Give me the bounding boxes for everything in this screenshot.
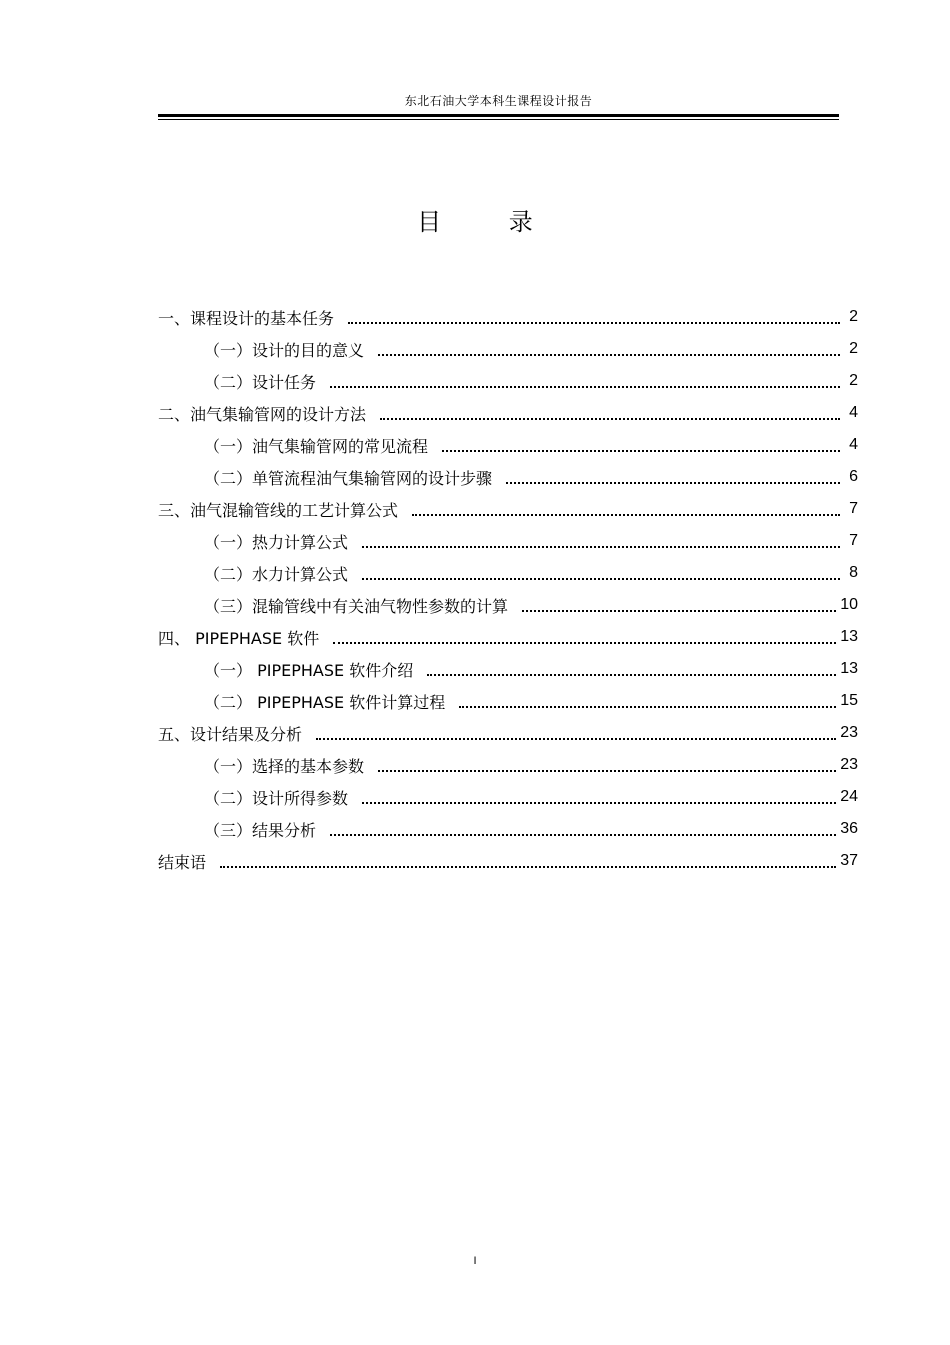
toc-entry[interactable] bbox=[158, 845, 858, 877]
toc-entry-text: （三）结果分析 bbox=[204, 820, 317, 840]
toc-title: 目 录 bbox=[417, 208, 563, 236]
toc-entry-text: （二）设计所得参数 bbox=[204, 788, 349, 808]
toc-entry-page: 23 bbox=[840, 756, 858, 773]
toc-entry[interactable] bbox=[158, 461, 858, 493]
toc-entry-page: 4 bbox=[849, 436, 858, 453]
toc-entry[interactable] bbox=[158, 525, 858, 557]
toc-dot-leader bbox=[362, 801, 836, 804]
toc-entry[interactable] bbox=[158, 781, 858, 813]
toc-dot-leader bbox=[380, 417, 840, 420]
toc-entry[interactable] bbox=[158, 493, 858, 525]
toc-entry-text: （一）选择的基本参数 bbox=[204, 756, 365, 776]
toc-entry[interactable] bbox=[158, 653, 858, 685]
toc-entry-page: 24 bbox=[840, 788, 858, 805]
toc-dot-leader bbox=[220, 865, 836, 868]
toc-entry-page: 10 bbox=[840, 596, 858, 613]
toc-entry[interactable] bbox=[158, 589, 858, 621]
toc-entry[interactable] bbox=[158, 557, 858, 589]
toc-entry-page: 15 bbox=[840, 692, 858, 709]
toc-entry-text: （二）水力计算公式 bbox=[204, 564, 349, 584]
toc-entry-text: （一）设计的目的意义 bbox=[204, 340, 365, 360]
toc-entry-page: 13 bbox=[840, 628, 858, 645]
toc-entry-page: 23 bbox=[840, 724, 858, 741]
header-rule-thin bbox=[158, 119, 839, 120]
toc-entry[interactable] bbox=[158, 301, 858, 333]
toc-dot-leader bbox=[459, 705, 836, 708]
toc-entry[interactable] bbox=[158, 749, 858, 781]
toc-entry[interactable] bbox=[158, 365, 858, 397]
toc-entry[interactable] bbox=[158, 685, 858, 717]
toc-entry-page: 2 bbox=[849, 340, 858, 357]
toc-entry-text: 二、油气集输管网的设计方法 bbox=[158, 404, 367, 424]
running-header: 东北石油大学本科生课程设计报告 bbox=[404, 94, 593, 108]
toc-entry-text: 三、油气混输管线的工艺计算公式 bbox=[158, 500, 399, 520]
toc-dot-leader bbox=[522, 609, 836, 612]
toc-entry-text: （二）单管流程油气集输管网的设计步骤 bbox=[204, 468, 493, 488]
toc-entry-text: 结束语 bbox=[158, 852, 207, 872]
toc-dot-leader bbox=[362, 577, 840, 580]
toc-entry-page: 4 bbox=[849, 404, 858, 421]
toc-dot-leader bbox=[348, 321, 840, 324]
toc-entry-page: 2 bbox=[849, 372, 858, 389]
header-rule-thick bbox=[158, 114, 839, 117]
toc-dot-leader bbox=[362, 545, 840, 548]
toc-dot-leader bbox=[378, 769, 836, 772]
toc-entry[interactable] bbox=[158, 621, 858, 653]
toc-dot-leader bbox=[427, 673, 836, 676]
toc-entry-page: 6 bbox=[849, 468, 858, 485]
toc-entry-page: 8 bbox=[849, 564, 858, 581]
toc-entry-text: 四、 PIPEPHASE 软件 bbox=[158, 628, 320, 648]
toc-entry[interactable] bbox=[158, 813, 858, 845]
toc-entry-text: （二）设计任务 bbox=[204, 372, 317, 392]
toc-entry[interactable] bbox=[158, 333, 858, 365]
toc-entry-text: （三）混输管线中有关油气物性参数的计算 bbox=[204, 596, 509, 616]
toc-dot-leader bbox=[333, 641, 836, 644]
toc-entry-text: （一）油气集输管网的常见流程 bbox=[204, 436, 429, 456]
toc-entry-page: 7 bbox=[849, 532, 858, 549]
toc-entry-page: 13 bbox=[840, 660, 858, 677]
toc-entry-text: 一、课程设计的基本任务 bbox=[158, 308, 335, 328]
toc-dot-leader bbox=[412, 513, 840, 516]
toc-dot-leader bbox=[378, 353, 840, 356]
toc-entry-page: 2 bbox=[849, 308, 858, 325]
toc-entry-page: 37 bbox=[840, 852, 858, 869]
toc-entry-text: （二） PIPEPHASE 软件计算过程 bbox=[204, 692, 446, 712]
toc-entry[interactable] bbox=[158, 717, 858, 749]
toc-entry-page: 36 bbox=[840, 820, 858, 837]
toc-entry-page: 7 bbox=[849, 500, 858, 517]
toc-dot-leader bbox=[506, 481, 840, 484]
toc-dot-leader bbox=[316, 737, 836, 740]
toc-entry[interactable] bbox=[158, 397, 858, 429]
toc-entry-text: 五、设计结果及分析 bbox=[158, 724, 303, 744]
toc-dot-leader bbox=[330, 385, 840, 388]
toc-entry[interactable] bbox=[158, 429, 858, 461]
toc-entry-text: （一） PIPEPHASE 软件介绍 bbox=[204, 660, 414, 680]
page-number: I bbox=[473, 1255, 477, 1267]
toc-dot-leader bbox=[442, 449, 840, 452]
toc-entry-text: （一）热力计算公式 bbox=[204, 532, 349, 552]
table-of-contents bbox=[158, 301, 858, 877]
toc-dot-leader bbox=[330, 833, 836, 836]
